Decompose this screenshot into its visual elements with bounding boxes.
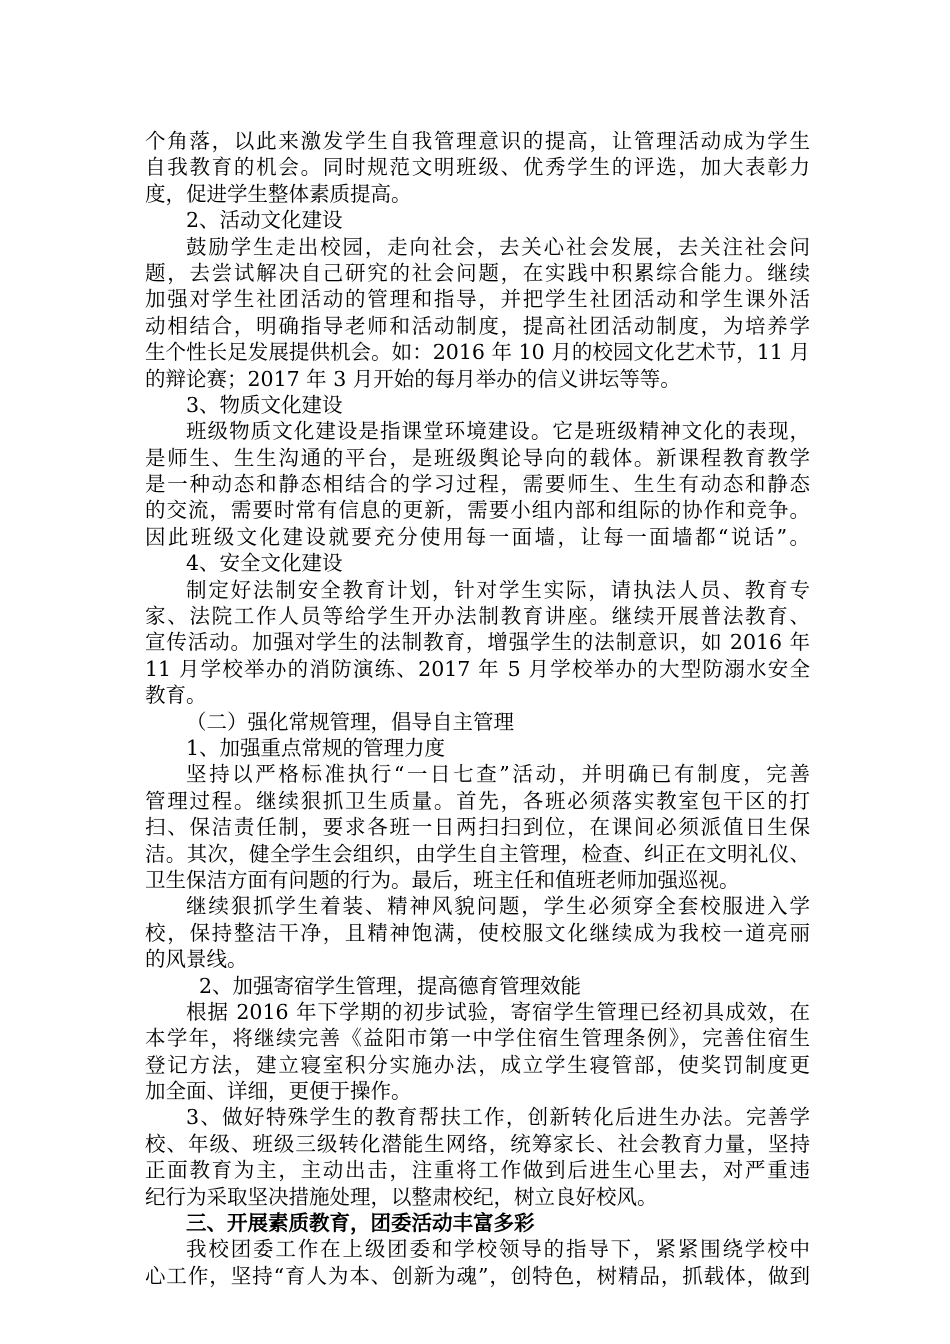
text-line: 是一种动态和静态相结合的学习过程，需要师生、生生有动态和静态 <box>145 472 810 497</box>
text-line: 坚持以严格标准执行“一日七查”活动，并明确已有制度，完善 <box>186 762 810 787</box>
text-line: 4、安全文化建设 <box>186 551 343 576</box>
text-line: 管理过程。继续狠抓卫生质量。首先，各班必须落实教室包干区的打 <box>145 788 810 813</box>
text-line: 生个性长足发展提供机会。如：2016 年 10 月的校园文化艺术节，11 月 <box>145 340 810 365</box>
text-line: 班级物质文化建设是指课堂环境建设。它是班级精神文化的表现， <box>186 419 810 444</box>
text-line: 3、物质文化建设 <box>186 392 343 417</box>
text-line: 的风景线。 <box>145 947 248 972</box>
text-line: 校、年级、班级三级转化潜能生网络，统筹家长、社会教育力量，坚持 <box>145 1131 810 1156</box>
text-line: 2、活动文化建设 <box>186 208 343 233</box>
document-page <box>145 128 810 1289</box>
text-line: （二）强化常规管理，倡导自主管理 <box>186 709 514 734</box>
text-line: 鼓励学生走出校园，走向社会，去关心社会发展，去关注社会问 <box>186 234 810 259</box>
text-line: 度，促进学生整体素质提高。 <box>145 181 412 206</box>
text-line: 自我教育的机会。同时规范文明班级、优秀学生的评选，加大表彰力 <box>145 155 810 180</box>
text-line: 心工作，坚持“育人为本、创新为魂”，创特色，树精品，抓载体，做到 <box>145 1263 810 1288</box>
text-line: 11 月学校举办的消防演练、2017 年 5 月学校举办的大型防溺水安全 <box>145 656 810 681</box>
text-line: 加强对学生社团活动的管理和指导，并把学生社团活动和学生课外活 <box>145 287 810 312</box>
text-line: 制定好法制安全教育计划，针对学生实际，请执法人员、教育专 <box>186 577 810 602</box>
text-line: 根据 2016 年下学期的初步试验，寄宿学生管理已经初具成效，在 <box>186 999 810 1024</box>
text-line: 个角落，以此来激发学生自我管理意识的提高，让管理活动成为学生 <box>145 129 810 153</box>
text-line: 校，保持整洁干净，且精神饱满，使校服文化继续成为我校一道亮丽 <box>145 920 810 945</box>
text-line: 继续狠抓学生着装、精神风貌问题，学生必须穿全套校服进入学 <box>186 894 810 919</box>
text-line: 加全面、详细，更便于操作。 <box>145 1079 412 1104</box>
text-line: 纪行为采取坚决措施处理，以整肃校纪，树立良好校风。 <box>145 1184 658 1209</box>
text-line: 卫生保洁方面有问题的行为。最后，班主任和值班老师加强巡视。 <box>145 867 740 892</box>
text-line: 的辩论赛；2017 年 3 月开始的每月举办的信义讲坛等等。 <box>145 366 681 391</box>
text-line: 宣传活动。加强对学生的法制教育，增强学生的法制意识，如 2016 年 <box>145 630 810 655</box>
text-line: 是师生、生生沟通的平台，是班级舆论导向的载体。新课程教育教学 <box>145 445 810 470</box>
section-heading: 三、开展素质教育，团委活动丰富多彩 <box>186 1211 535 1236</box>
text-line: 家、法院工作人员等给学生开办法制教育讲座。继续开展普法教育、 <box>145 604 810 629</box>
text-line: 正面教育为主，主动出击，注重将工作做到后进生心里去，对严重违 <box>145 1158 810 1183</box>
text-line: 教育。 <box>145 683 207 708</box>
text-line: 的交流，需要时常有信息的更新，需要小组内部和组际的协作和竞争。 <box>145 498 810 523</box>
text-line: 1、加强重点常规的管理力度 <box>186 735 446 760</box>
text-line: 我校团委工作在上级团委和学校领导的指导下，紧紧围绕学校中 <box>186 1237 810 1262</box>
text-line: 洁。其次，健全学生会组织，由学生自主管理，检查、纠正在文明礼仪、 <box>145 841 810 866</box>
text-line: 扫、保洁责任制，要求各班一日两扫扫到位，在课间必须派值日生保 <box>145 815 810 840</box>
text-line: 本学年，将继续完善《益阳市第一中学住宿生管理条例》，完善住宿生 <box>145 1026 810 1051</box>
text-line: 题，去尝试解决自己研究的社会问题，在实践中积累综合能力。继续 <box>145 260 810 285</box>
text-line: 2、加强寄宿学生管理，提高德育管理效能 <box>199 973 582 998</box>
text-line: 因此班级文化建设就要充分使用每一面墙，让每一面墙都“说话”。 <box>145 524 810 549</box>
text-line: 3、做好特殊学生的教育帮扶工作，创新转化后进生办法。完善学 <box>186 1105 810 1130</box>
text-line: 动相结合，明确指导老师和活动制度，提高社团活动制度，为培养学 <box>145 313 810 338</box>
text-line: 登记方法，建立寝室积分实施办法，成立学生寝管部，使奖罚制度更 <box>145 1052 810 1077</box>
